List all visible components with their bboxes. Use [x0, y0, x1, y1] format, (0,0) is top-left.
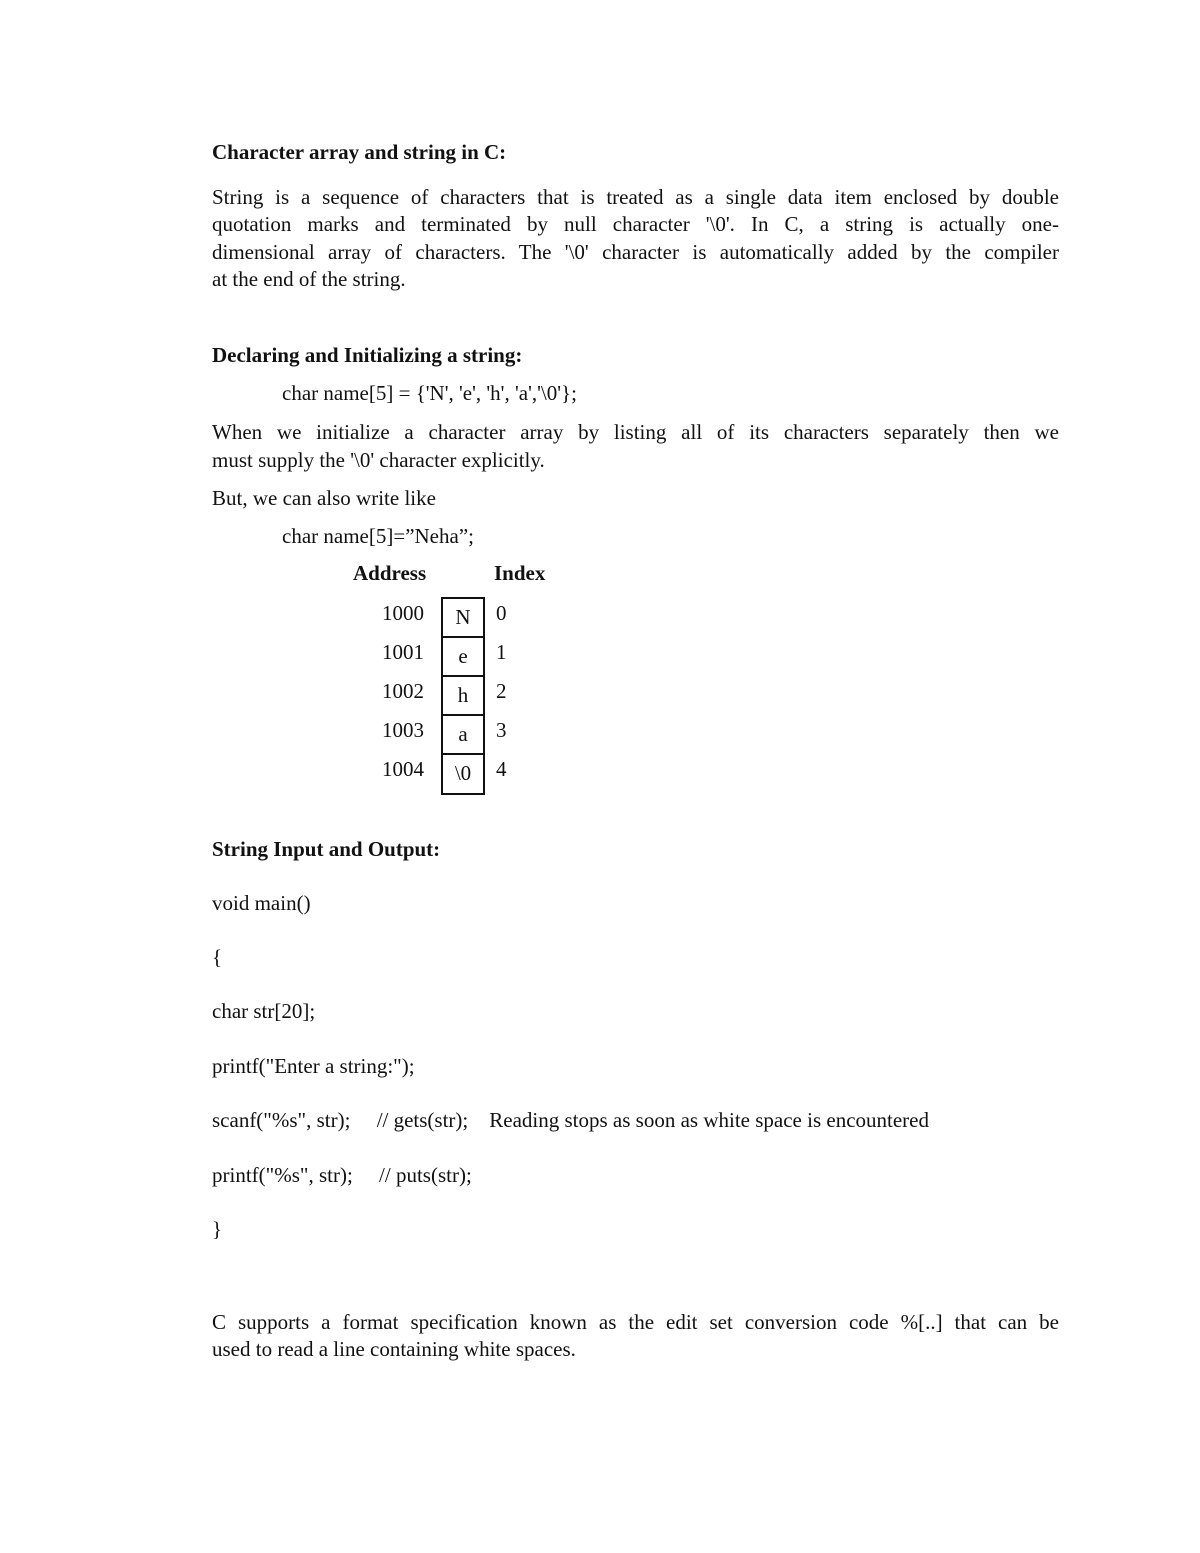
memory-index: 1 [496, 640, 507, 664]
paragraph-line: String is a sequence of characters that is treated as a single data item enclosed by double [212, 185, 1059, 209]
memory-index: 4 [496, 757, 507, 781]
memory-index: 2 [496, 679, 507, 703]
code-line: printf("Enter a string:"); [212, 1054, 415, 1078]
memory-cell [441, 753, 485, 795]
code-char-array-init: char name[5] = {'N', 'e', 'h', 'a','\0'}; [282, 381, 577, 405]
memory-cell-char: h [457, 683, 469, 707]
memory-address: 1001 [382, 640, 424, 664]
heading-declaring-string: Declaring and Initializing a string: [212, 343, 523, 367]
paragraph-line: dimensional array of characters. The '\0' character is automatically added by the compiler [212, 240, 1059, 264]
memory-cell [441, 675, 485, 714]
memory-cell-char: e [458, 644, 468, 668]
address-header: Address [353, 561, 427, 585]
memory-cell [441, 714, 485, 753]
heading-string-io: String Input and Output: [212, 837, 441, 861]
paragraph-line: But, we can also write like [212, 486, 436, 510]
memory-address: 1002 [382, 679, 424, 703]
memory-address: 1004 [382, 757, 424, 781]
memory-address: 1003 [382, 718, 424, 742]
code-line: scanf("%s", str); // gets(str); Reading stops as soon as white space is encountered [212, 1108, 929, 1132]
memory-cell-char: \0 [454, 761, 472, 785]
paragraph-line: C supports a format specification known as the edit set conversion code %[..] that can be [212, 1310, 1059, 1334]
memory-cell [441, 636, 485, 675]
memory-cell-char: a [458, 722, 468, 746]
paragraph-line: When we initialize a character array by listing all of its characters separately then we [212, 420, 1059, 444]
memory-cell [441, 597, 485, 636]
paragraph-line: used to read a line containing white spaces. [212, 1337, 576, 1361]
memory-index: 3 [496, 718, 507, 742]
code-line: } [212, 1217, 223, 1241]
code-string-literal-init: char name[5]=”Neha”; [282, 524, 474, 548]
memory-index: 0 [496, 601, 507, 625]
heading-character-array: Character array and string in C: [212, 140, 507, 164]
code-line: void main() [212, 891, 311, 915]
code-line: { [212, 945, 223, 969]
paragraph-line: quotation marks and terminated by null character '\0'. In C, a string is actually one- [212, 212, 1059, 236]
code-line: printf("%s", str); // puts(str); [212, 1163, 472, 1187]
memory-cell-char: N [455, 605, 471, 629]
memory-address: 1000 [382, 601, 424, 625]
paragraph-line: at the end of the string. [212, 267, 406, 291]
code-line: char str[20]; [212, 999, 316, 1023]
paragraph-line: must supply the '\0' character explicitly. [212, 448, 545, 472]
index-header: Index [494, 561, 546, 585]
